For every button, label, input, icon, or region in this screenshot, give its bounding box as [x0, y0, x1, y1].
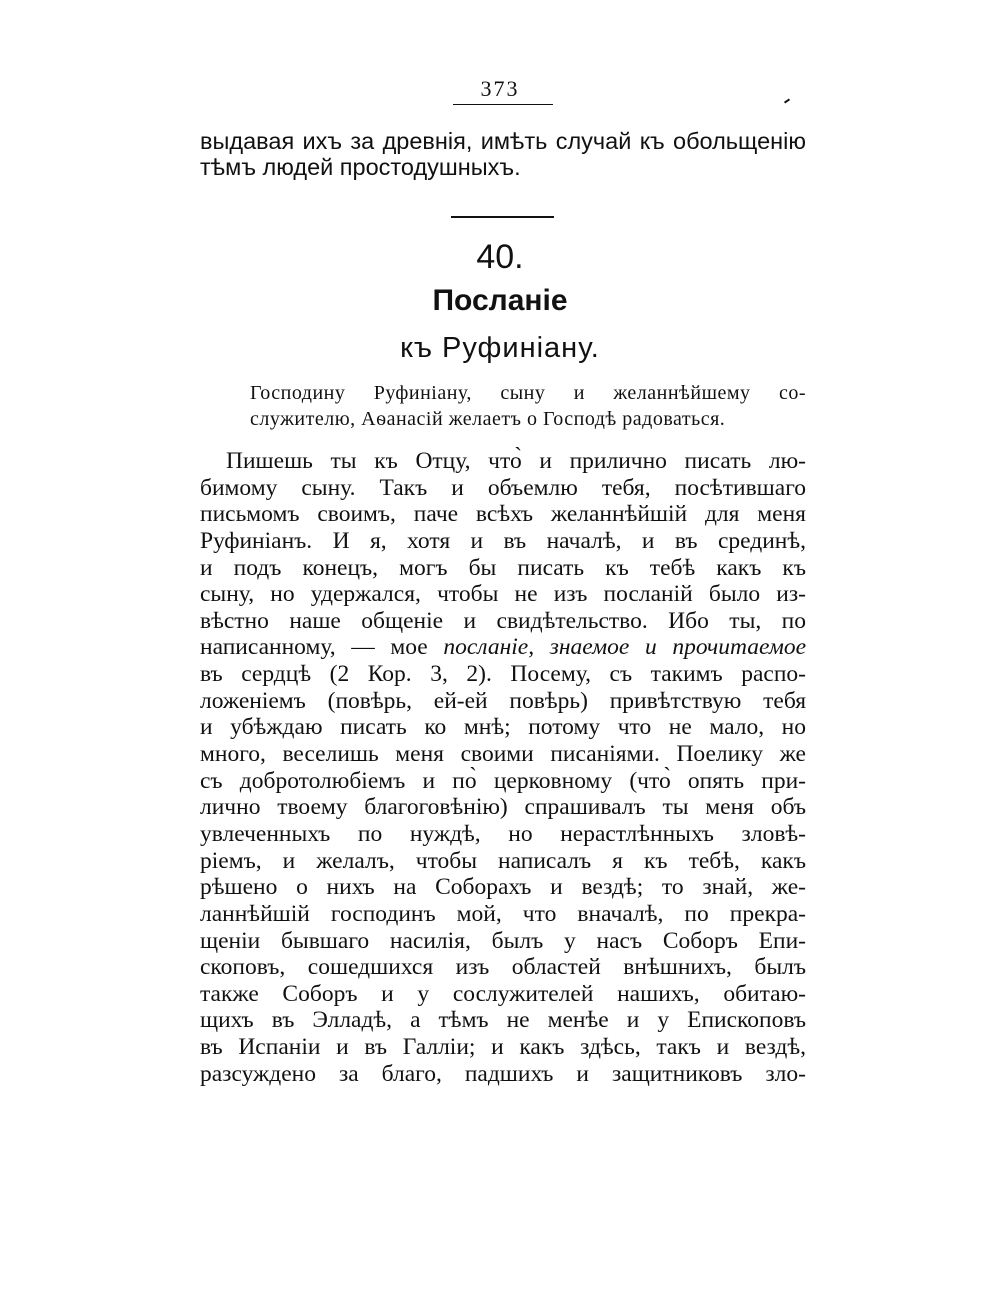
salutation-line: Господину Руфиніану, сыну и желаннѣйшему со-	[250, 382, 806, 404]
salutation-line: служителю, Аѳанасій желаетъ о Господѣ радоваться.	[250, 408, 726, 430]
letter-body	[200, 448, 806, 1087]
body-line: сыну, но удержался, чтобы не изъ посланій было из-	[200, 581, 806, 608]
body-line: ложеніемъ (повѣрь, ей-ей повѣрь) привѣтствую тебя	[200, 687, 806, 714]
body-line: рѣшено о нихъ на Соборахъ и вездѣ; то знай, же-	[200, 874, 806, 901]
body-line: въ Испаніи и въ Галліи; и какъ здѣсь, такъ и вездѣ,	[200, 1034, 806, 1061]
body-line: Пишешь ты къ Отцу, что̀ и прилично писать лю-	[226, 448, 806, 474]
section-title: Посланіе	[432, 284, 568, 317]
body-line: также Соборъ и у сослужителей нашихъ, обитаю-	[200, 980, 806, 1007]
salutation	[250, 380, 806, 432]
body-line: съ добротолюбіемъ и по̀ церковному (что̀ опять при-	[200, 767, 806, 794]
body-line: щеніи бывшаго насилія, былъ у насъ Соборъ Епи-	[200, 927, 806, 954]
carryover-line: тѣмъ людей простодушныхъ.	[200, 154, 521, 180]
carryover-line: выдавая ихъ за древнія, имѣть случай къ обольщенію	[200, 128, 806, 154]
body-line: и подъ конецъ, могъ бы писать къ тебѣ какъ къ	[200, 554, 806, 581]
body-line: и убѣждаю писать ко мнѣ; потому что не мало, но	[200, 714, 806, 741]
scripture-quote: посланіе, знаемое и прочитаемое	[443, 634, 806, 661]
page-number: 373	[480, 76, 520, 101]
header-rule	[453, 104, 553, 105]
body-line: много, веселишь меня своими писаніями. Поелику же	[200, 741, 806, 768]
section-number: 40.	[476, 238, 524, 276]
body-line: письмомъ своимъ, паче всѣхъ желаннѣйшій для меня	[200, 501, 806, 528]
body-line: ріемъ, и желалъ, чтобы написалъ я къ тебѣ, какъ	[200, 847, 806, 874]
body-line-lead: написанному, — мое	[200, 634, 444, 661]
body-line: бимому сыну. Такъ и объемлю тебя, посѣтившаго	[200, 474, 806, 501]
body-line: Руфиніанъ. И я, хотя и въ началѣ, и въ срединѣ,	[200, 527, 806, 554]
body-line: разсуждено за благо, падшихъ и защитниковъ зло-	[200, 1060, 806, 1087]
section-subtitle: къ Руфиніану.	[400, 332, 600, 364]
body-line: лично твоему благоговѣнію) спрашивалъ ты меня объ	[200, 794, 806, 821]
body-line: ланнѣйшій господинъ мой, что вначалѣ, по прекра-	[200, 900, 806, 927]
section-separator	[451, 216, 554, 218]
body-line: увлеченныхъ по нуждѣ, но нерастлѣнныхъ зловѣ-	[200, 820, 806, 847]
body-line: вѣстно наше общеніе и свидѣтельство. Ибо ты, по	[200, 607, 806, 634]
body-line: щихъ въ Элладѣ, а тѣмъ не менѣе и у Епископовъ	[200, 1007, 806, 1034]
body-line: скоповъ, сошедшихся изъ областей внѣшнихъ, былъ	[200, 954, 806, 981]
body-line-with-quote	[200, 634, 806, 661]
body-line: въ сердцѣ (2 Кор. 3, 2). Посему, съ такимъ распо-	[200, 661, 806, 688]
carryover-text	[200, 128, 806, 180]
